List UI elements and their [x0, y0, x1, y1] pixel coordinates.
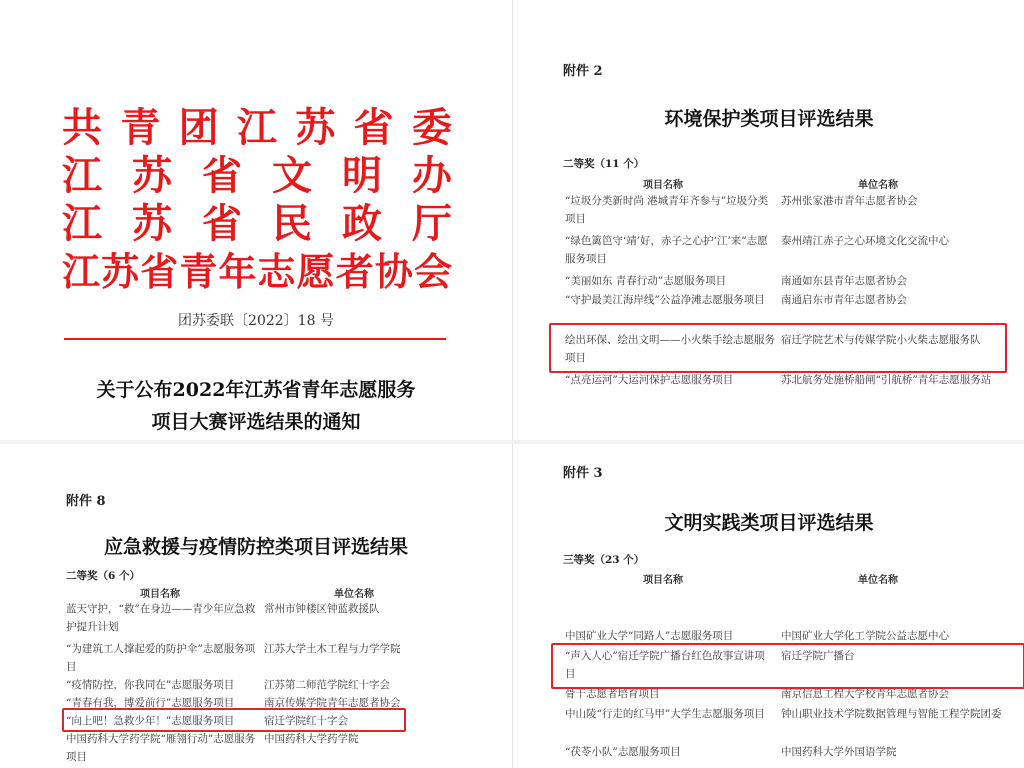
section-title: 应急救援与疫情防控类项目评选结果	[103, 536, 408, 558]
award-level: 二等奖（11 个）	[563, 158, 645, 170]
attachment-label: 附件 3	[563, 466, 603, 481]
table-row: “垃圾分类新时尚 港城青年齐参与”垃圾分类项目 苏州张家港市青年志愿者协会	[565, 195, 918, 225]
table-row: “点亮运河”大运河保护志愿服务项目 苏北航务处施桥船闸“引航桥”青年志愿服务站	[565, 374, 992, 386]
attachment-3-page	[512, 444, 1024, 768]
section-title: 文明实践类项目评选结果	[664, 512, 874, 534]
table-row: 中山陵“行走的红马甲”大学生志愿服务项目 钟山职业技术学院数据管理与智能工程学院团委	[565, 708, 1002, 720]
column-header-name: 项目名称	[643, 575, 683, 586]
table-row-highlighted: “声入人心”宿迁学院广播台红色故事宣讲项目 宿迁学院广播台	[565, 650, 855, 680]
table-row: “守护最美江海岸线”公益净滩志愿服务项目 南通启东市青年志愿者协会	[565, 294, 907, 306]
red-divider	[64, 338, 446, 340]
notice-cover-page	[0, 0, 512, 440]
column-header-unit: 单位名称	[858, 575, 898, 586]
column-header-unit: 单位名称	[334, 589, 374, 600]
table-row: 中国药科大学药学院“雁翎行动”志愿服务项目 中国药科大学药学院	[66, 733, 359, 763]
org-line-1: 共 青 团 江 苏 省 委	[62, 104, 452, 151]
table-row: 骨干志愿者培育项目 南京信息工程大学校青年志愿者协会	[565, 688, 949, 700]
org-line-3: 江 苏 省 民 政 厅	[62, 200, 452, 247]
column-header-unit: 单位名称	[858, 180, 898, 191]
org-line-4: 江 苏 省 青 年 志 愿 者 协 会	[62, 249, 452, 294]
table-row: “茯苓小队”志愿服务项目 中国药科大学外国语学院	[565, 746, 897, 758]
table-row: “疫情防控，你我同在”志愿服务项目 江苏第二师范学院红十字会	[66, 679, 390, 691]
award-level: 三等奖（23 个）	[563, 554, 645, 566]
attachment-2-page	[512, 0, 1024, 440]
table-row: 中国矿业大学“同路人”志愿服务项目 中国矿业大学化工学院公益志愿中心	[565, 630, 949, 642]
attachment-8-page	[0, 444, 512, 768]
column-header-name: 项目名称	[140, 589, 180, 600]
highlight-box	[62, 708, 406, 732]
attachment-label: 附件 2	[563, 64, 603, 79]
org-line-2: 江 苏 省 文 明 办	[62, 152, 452, 199]
attachment-label: 附件 8	[66, 494, 106, 509]
notice-title-line-2: 项目大赛评选结果的通知	[151, 411, 361, 433]
notice-title-line-1: 关于公布2022年江苏省青年志愿服务	[96, 379, 416, 401]
table-row-highlighted: “向上吧！急救少年！”志愿服务项目 宿迁学院红十字会	[66, 715, 348, 727]
issuing-organizations	[62, 104, 452, 296]
section-title: 环境保护类项目评选结果	[664, 108, 874, 130]
notice-title	[0, 374, 512, 438]
highlight-box	[549, 323, 1007, 373]
award-level: 二等奖（6 个）	[66, 570, 140, 582]
table-row: “为建筑工人撑起爱的防护伞”志愿服务项目 江苏大学土木工程与力学学院	[66, 643, 401, 673]
table-row-highlighted: 绘出环保、绘出文明——小火柴手绘志愿服务项目 宿迁学院艺术与传媒学院小火柴志愿服务队	[565, 334, 981, 364]
table-row: “青春有我，博爱前行”志愿服务项目 南京传媒学院青年志愿者协会	[66, 697, 401, 709]
table-row: “绿色篱笆守‘靖’好，赤子之心护‘江’来”志愿服务项目 泰州靖江赤子之心环境文化交流中心	[565, 235, 949, 265]
column-header-name: 项目名称	[643, 180, 683, 191]
table-row: 蓝天守护，“救”在身边——青少年应急救护提升计划 常州市钟楼区钟蓝救援队	[66, 603, 380, 633]
document-number: 团苏委联〔2022〕18 号	[178, 313, 334, 329]
table-row: “美丽如东 青春行动”志愿服务项目 南通如东县青年志愿者协会	[565, 275, 907, 287]
highlight-box	[551, 643, 1024, 689]
